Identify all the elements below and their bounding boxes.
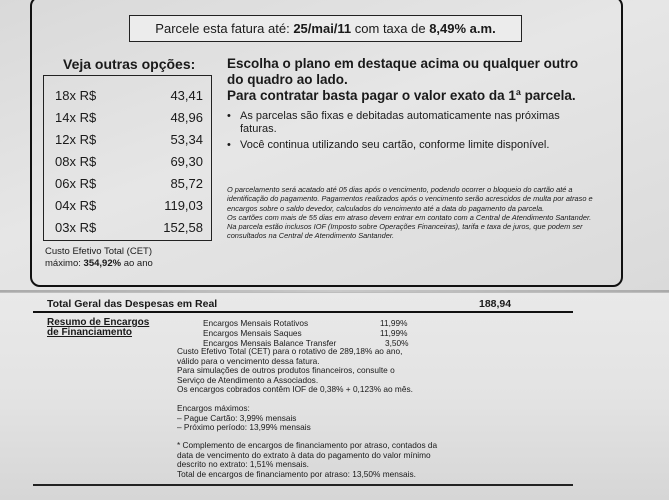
encargos-maximos-line-1: – Pague Cartão: 3,99% mensais [177,412,297,423]
complemento-line-1: * Complemento de encargos de financiamento por atraso, contados da [177,440,438,450]
note-paragraph-3: Na parcela estão inclusos IOF (Imposto sobre Operações Financeiras), tarifa e taxa de juros, que podem ser consultados na Central de Atendimento Santander. [227,222,583,241]
encargo-label: Encargos Mensais Saques [203,328,302,338]
encargos-maximos [177,404,477,433]
resumo-sim-line-2: Serviço de Atendimento a Associados. [177,374,319,385]
cet-suffix: ao ano [121,258,153,269]
option-row [44,85,213,106]
option-value: 152,58 [163,220,203,235]
installment-options-table [43,75,212,241]
total-value: 188,94 [479,298,512,310]
option-value: 119,03 [164,198,203,213]
cet-summary [45,246,225,270]
banner-rate: 8,49% a.m. [429,21,496,36]
bullet-icon: • [227,139,231,151]
total-label: Total Geral das Despesas em Real [47,298,218,310]
option-label: 08x R$ [55,154,97,169]
encargos-maximos-line-2: – Próximo período: 13,99% mensais [177,422,311,433]
encargos-maximos-title: Encargos máximos: [177,403,250,413]
instructions-heading [227,56,597,104]
option-label: 12x R$ [55,132,97,147]
resumo-title [47,318,197,338]
option-label: 06x R$ [55,176,97,191]
option-row [44,195,213,216]
resumo-title-line-2: de Financiamento [47,327,133,338]
bullet-item [227,139,587,152]
option-value: 85,72 [170,176,203,191]
option-row [44,173,213,194]
cet-line-1: Custo Efetivo Total (CET) [45,246,153,257]
fine-print-notes [227,185,602,241]
option-value: 53,34 [170,132,203,147]
complemento-line-2: data de vencimento do extrato à data do pagamento do valor mínimo [177,449,431,460]
resumo-cet-text [177,347,477,366]
option-label: 18x R$ [55,88,97,103]
resumo-simulation-text [177,366,477,385]
instructions-head-1: Escolha o plano em destaque acima ou qualquer outro do quadro ao lado. [227,56,579,87]
resumo-sim-line-1: Para simulações de outros produtos financeiros, consulte o [177,365,395,375]
paper-fold-divider [0,290,669,292]
encargos-complemento [177,441,477,479]
option-row [44,217,213,238]
option-value: 69,30 [170,154,203,169]
encargo-value: 11,99% [380,318,408,328]
encargo-value: 11,99% [380,328,408,338]
bullet-icon: • [227,110,231,122]
banner-date: 25/mai/11 [293,21,352,36]
option-row [44,151,213,172]
instructions-head-2: Para contratar basta pagar o valor exato da 1ª parcela. [227,88,576,103]
encargo-label: Encargos Mensais Balance Transfer [203,338,337,348]
option-label: 04x R$ [55,198,97,213]
note-paragraph-2: Os cartões com mais de 55 dias em atraso devem entrar em contato com a Central de Atendimento Santander. [227,212,592,222]
encargo-label: Encargos Mensais Rotativos [203,318,309,328]
option-value: 43,41 [170,88,203,103]
bullet-text: As parcelas são fixas e debitadas automaticamente nas próximas faturas. [240,110,560,135]
complemento-line-4: Total de encargos de financiamento por atraso: 13,50% mensais. [177,468,416,479]
bullet-text: Você continua utilizando seu cartão, conforme limite disponível. [240,139,550,151]
cet-prefix: máximo: [45,258,84,269]
option-row [44,107,213,128]
option-label: 03x R$ [55,220,97,235]
resumo-cet-line-1: Custo Efetivo Total (CET) para o rotativo de 289,18% ao ano, [177,346,403,356]
resumo-cet-line-2: válido para o vencimento dessa fatura. [177,355,320,366]
option-value: 48,96 [170,110,203,125]
resumo-title-line-1: Resumo de Encargos [47,317,150,328]
banner-prefix: Parcele esta fatura até: [155,21,294,36]
bottom-rule [33,484,573,486]
option-label: 14x R$ [55,110,97,125]
options-title: Veja outras opções: [63,56,196,72]
cet-value: 354,92% [83,258,122,269]
complemento-line-3: descrito no extrato: 1,51% mensais. [177,459,309,470]
note-paragraph-1: O parcelamento será acatado até 05 dias após o vencimento, podendo ocorrer o bloqueio do cartão até a identificação do pagamento. Pagamentos realizados após o vencimento serão acrescidos de multa por atraso e encargos sobre o saldo devedor, calculados do vencimento até a data do pagamento da parcela. [227,185,593,213]
option-row [44,129,213,150]
encargo-value: 3,50% [385,338,409,348]
installment-banner [129,15,522,42]
resumo-iof-text: Os encargos cobrados contêm IOF de 0,38% + 0,123% ao mês. [177,384,413,394]
bullet-item [227,110,587,136]
cet-line-2 [45,258,225,270]
banner-middle: com taxa de [351,21,430,36]
